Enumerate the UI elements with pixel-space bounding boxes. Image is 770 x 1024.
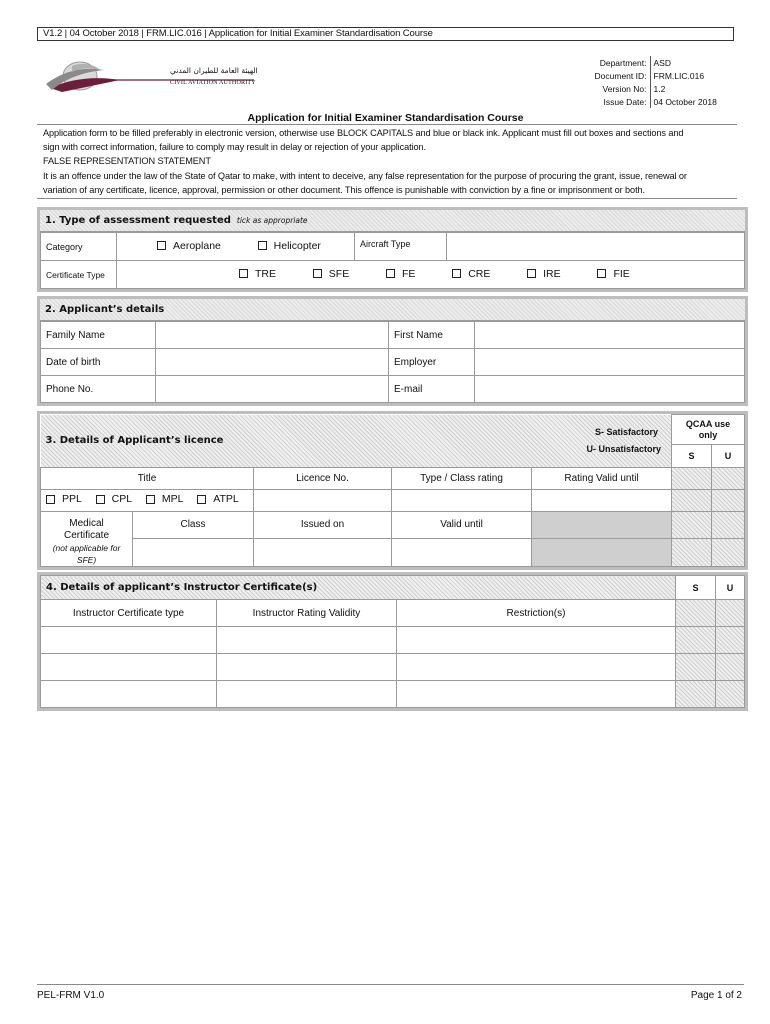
aircraft-type-field[interactable] — [447, 233, 745, 261]
licence-checkbox-ppl[interactable] — [46, 493, 82, 505]
restrictions-field[interactable] — [397, 627, 676, 654]
phone-field[interactable] — [156, 376, 389, 403]
checkbox-label: ATPL — [213, 493, 239, 506]
footer-page-number: Page 1 of 2 — [690, 990, 742, 1001]
s-column-header: S — [672, 445, 712, 467]
shaded-cell — [532, 539, 672, 567]
checkbox-label: Aeroplane — [173, 239, 221, 252]
checkbox-icon — [197, 495, 206, 504]
intro-line: It is an offence under the law of the State of Qatar to make, with intent to deceive, any false representation for the purpose of procuring the grant, issue, renewal or — [43, 170, 687, 181]
divider — [37, 198, 737, 199]
certificate-options — [117, 261, 745, 289]
first-name-label: First Name — [389, 322, 475, 349]
checkbox-icon — [46, 495, 55, 504]
email-field[interactable] — [475, 376, 745, 403]
checkbox-label: MPL — [161, 493, 184, 506]
licence-checkbox-atpl[interactable] — [197, 493, 238, 505]
qcaa-cell — [712, 539, 745, 567]
table-row — [41, 627, 745, 654]
aircraft-type-label: Aircraft Type — [355, 233, 447, 261]
medical-title: Medical Certificate — [63, 517, 109, 541]
section-header — [40, 210, 745, 232]
qcaa-cell — [716, 600, 745, 627]
aeroplane-checkbox[interactable] — [157, 240, 221, 252]
family-name-field[interactable] — [156, 322, 389, 349]
u-column-header: U — [712, 445, 745, 467]
caa-logo-emblem-icon — [42, 58, 272, 100]
cert-checkbox-tre[interactable] — [239, 268, 276, 280]
rating-valid-field[interactable] — [532, 489, 672, 511]
checkbox-label: CPL — [111, 493, 133, 506]
instructor-type-field[interactable] — [41, 681, 217, 708]
qcaa-cell — [716, 681, 745, 708]
type-class-field[interactable] — [392, 489, 532, 511]
qcaa-cell — [716, 654, 745, 681]
dob-label: Date of birth — [41, 349, 156, 376]
section-hint: tick as appropriate — [236, 216, 308, 225]
checkbox-icon — [258, 241, 267, 250]
qcaa-cell — [672, 489, 712, 511]
qcaa-cell — [712, 511, 745, 539]
section-instructor-certificates — [37, 572, 748, 711]
medical-note: (not applicable for SFE) — [52, 542, 121, 565]
qcaa-cell — [676, 600, 716, 627]
section-title: 2. Applicant’s details — [45, 304, 165, 315]
instructor-type-field[interactable] — [41, 654, 217, 681]
s-column-header: S — [676, 576, 716, 600]
checkbox-icon — [313, 269, 322, 278]
caa-logo — [42, 58, 272, 100]
checkbox-icon — [157, 241, 166, 250]
satisfactory-legend: S- Satisfactory — [595, 426, 659, 437]
qcaa-cell — [676, 681, 716, 708]
intro-line: Application form to be filled preferably in electronic version, otherwise use BLOCK CAPITALS and blue or black ink. Applicant must fill out boxes and sections and — [43, 128, 684, 138]
section-title: 4. Details of applicant’s Instructor Certificate(s) — [46, 582, 318, 593]
shaded-cell — [532, 511, 672, 539]
meta-key: Issue Date: — [566, 95, 650, 108]
employer-field[interactable] — [475, 349, 745, 376]
valid-until-column-header: Valid until — [392, 511, 532, 539]
qcaa-cell — [716, 627, 745, 654]
logo-english-text: CIVIL AVIATION AUTHORITY — [170, 80, 256, 86]
checkbox-label: SFE — [328, 267, 350, 280]
table-row — [41, 681, 745, 708]
meta-key: Department: — [566, 56, 650, 69]
meta-value: 1.2 — [653, 83, 666, 94]
type-class-column-header: Type / Class rating — [392, 467, 532, 489]
checkbox-icon — [239, 269, 248, 278]
qcaa-use-header: QCAA use only — [672, 415, 745, 445]
checkbox-label: FIE — [613, 267, 630, 280]
checkbox-icon — [527, 269, 536, 278]
rating-valid-column-header: Rating Valid until — [532, 467, 672, 489]
meta-key: Version No: — [566, 82, 650, 95]
email-label: E-mail — [389, 376, 475, 403]
qcaa-cell — [672, 539, 712, 567]
cert-checkbox-cre[interactable] — [452, 268, 490, 280]
licence-no-field[interactable] — [254, 489, 392, 511]
table-row — [41, 654, 745, 681]
checkbox-label: CRE — [468, 267, 491, 280]
unsatisfactory-legend: U- Unsatisfactory — [586, 443, 662, 454]
restrictions-column-header: Restriction(s) — [397, 600, 676, 627]
checkbox-icon — [597, 269, 606, 278]
checkbox-icon — [452, 269, 461, 278]
licence-checkbox-mpl[interactable] — [146, 493, 184, 505]
qcaa-cell — [672, 467, 712, 489]
licence-checkbox-cpl[interactable] — [96, 493, 132, 505]
certificate-type-label: Certificate Type — [41, 261, 117, 289]
meta-value: 04 October 2018 — [653, 96, 717, 107]
title-column-header: Title — [41, 467, 254, 489]
section-title: 3. Details of Applicant’s licence — [45, 434, 224, 446]
qcaa-cell — [712, 489, 745, 511]
checkbox-label: PPL — [62, 493, 82, 506]
checkbox-label: TRE — [255, 267, 276, 280]
version-bar: V1.2 | 04 October 2018 | FRM.LIC.016 | Application for Initial Examiner Standardisation Course — [37, 27, 734, 41]
checkbox-label: Helicopter — [273, 239, 321, 252]
instructor-validity-field[interactable] — [217, 654, 397, 681]
qcaa-cell — [712, 467, 745, 489]
medical-valid-field[interactable] — [392, 539, 532, 567]
intro-line: FALSE REPRESENTATION STATEMENT — [43, 156, 211, 167]
section-title: 1. Type of assessment requested — [45, 215, 231, 226]
instructor-type-field[interactable] — [41, 627, 217, 654]
class-column-header: Class — [133, 511, 254, 539]
meta-value: FRM.LIC.016 — [653, 70, 705, 81]
instructor-type-column-header: Instructor Certificate type — [41, 600, 217, 627]
phone-label: Phone No. — [41, 376, 156, 403]
first-name-field[interactable] — [475, 322, 745, 349]
category-options — [117, 233, 355, 261]
cert-checkbox-sfe[interactable] — [313, 268, 349, 280]
section-licence-details — [37, 411, 748, 570]
qcaa-cell — [672, 511, 712, 539]
dob-field[interactable] — [156, 349, 389, 376]
intro-text — [37, 124, 737, 197]
employer-label: Employer — [389, 349, 475, 376]
licence-title-options — [41, 489, 254, 511]
helicopter-checkbox[interactable] — [258, 240, 321, 252]
medical-certificate-label — [41, 511, 133, 566]
instructor-validity-field[interactable] — [217, 627, 397, 654]
medical-class-field[interactable] — [133, 539, 254, 567]
logo-arabic-text: الهيئة العامة للطيران المدني — [170, 66, 258, 75]
medical-issued-field[interactable] — [254, 539, 392, 567]
licence-no-column-header: Licence No. — [254, 467, 392, 489]
family-name-label: Family Name — [41, 322, 156, 349]
intro-line: sign with correct information, failure to comply may result in delay or rejection of your application. — [43, 142, 426, 153]
footer-form-code: PEL-FRM V1.0 — [37, 990, 105, 1001]
section-header — [41, 576, 676, 600]
cert-checkbox-ire[interactable] — [527, 268, 561, 280]
footer-divider — [37, 984, 744, 985]
checkbox-icon — [146, 495, 155, 504]
cert-checkbox-fie[interactable] — [597, 268, 629, 280]
meta-value: ASD — [653, 57, 671, 68]
section-applicant-details — [37, 296, 748, 406]
restrictions-field[interactable] — [397, 681, 676, 708]
qcaa-cell — [676, 654, 716, 681]
section-header — [41, 415, 672, 468]
document-meta — [566, 56, 738, 108]
meta-key: Document ID: — [566, 69, 650, 82]
section-header — [40, 299, 745, 321]
u-column-header: U — [716, 576, 745, 600]
section-assessment-type — [37, 207, 748, 292]
instructor-validity-field[interactable] — [217, 681, 397, 708]
qcaa-cell — [676, 627, 716, 654]
restrictions-field[interactable] — [397, 654, 676, 681]
category-label: Category — [41, 233, 117, 261]
intro-line: variation of any certificate, licence, approval, permission or other document. This offence is punishable with conviction by a fine or imprisonment or both. — [43, 184, 645, 195]
checkbox-icon — [386, 269, 395, 278]
checkbox-label: IRE — [543, 267, 561, 280]
instructor-validity-column-header: Instructor Rating Validity — [217, 600, 397, 627]
form-title: Application for Initial Examiner Standardisation Course — [247, 112, 524, 124]
checkbox-label: FE — [401, 267, 416, 280]
issued-on-column-header: Issued on — [254, 511, 392, 539]
cert-checkbox-fe[interactable] — [386, 268, 415, 280]
checkbox-icon — [96, 495, 105, 504]
